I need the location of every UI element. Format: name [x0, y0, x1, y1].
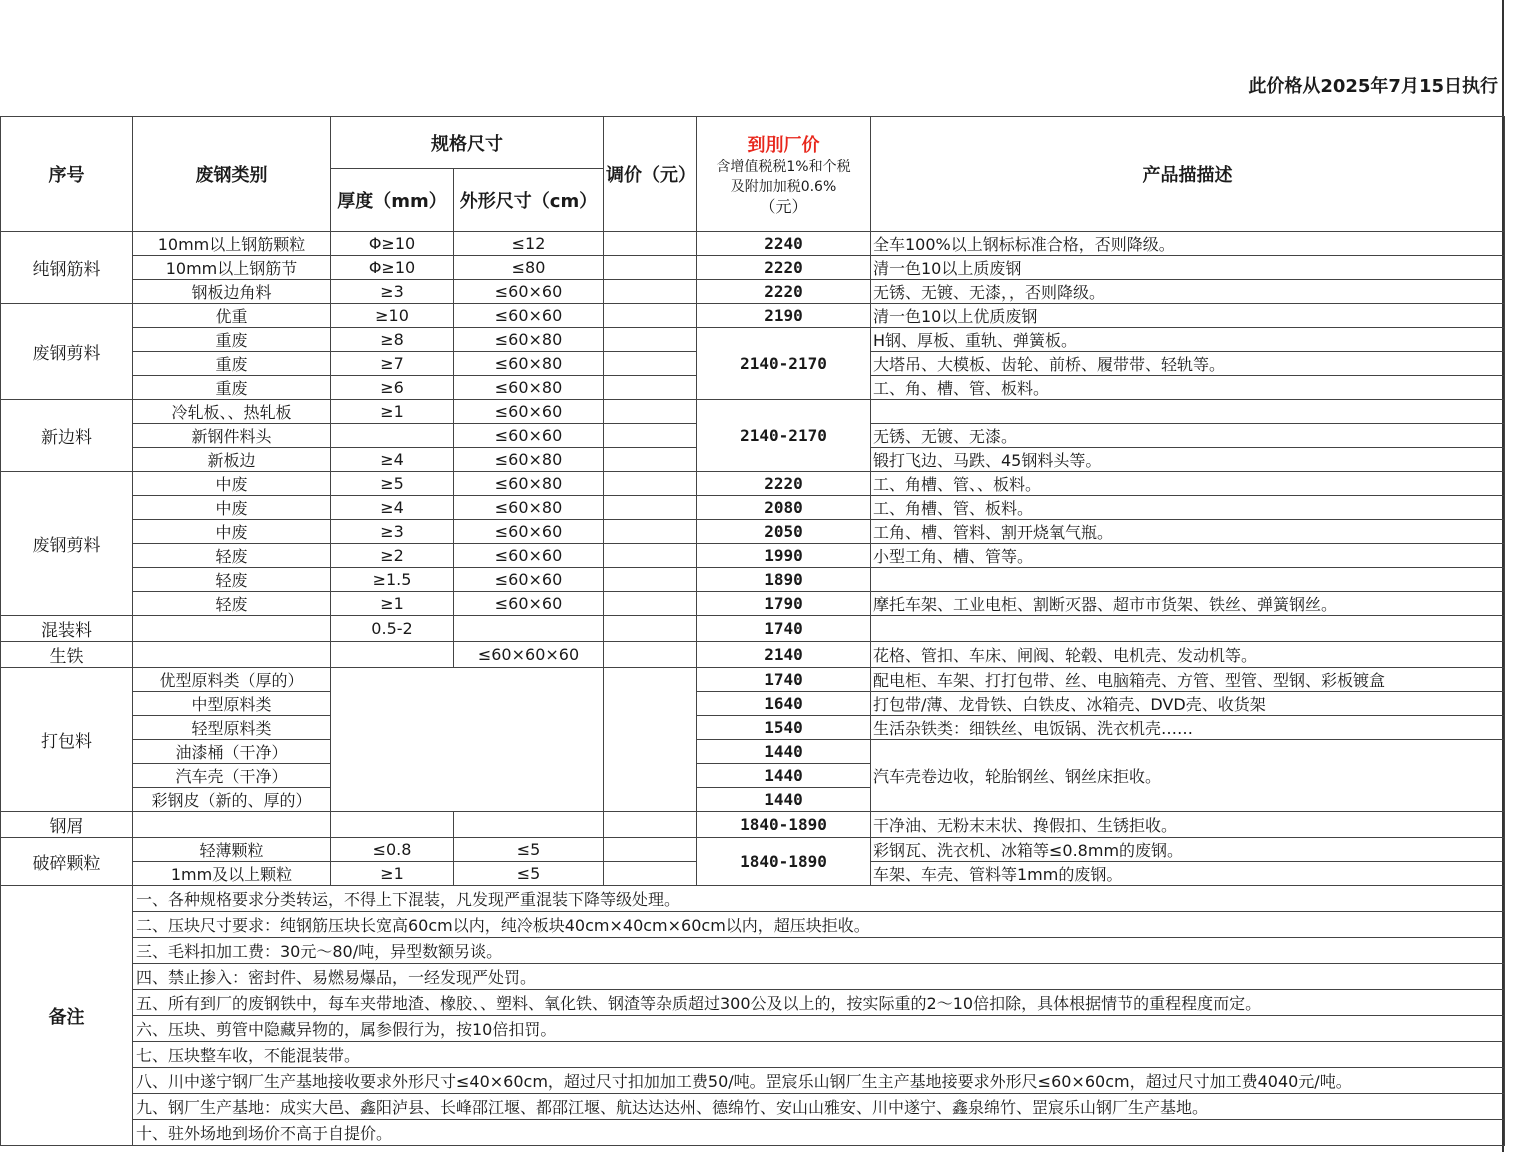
- row-type: 新板边: [133, 448, 331, 472]
- group-label: 破碎颗粒: [1, 838, 133, 886]
- row-adjust: [604, 668, 697, 812]
- price-sub2: 及附加加税0.6%: [730, 179, 837, 195]
- note-item: 五、所有到厂的废钢铁中，每车夹带地渣、橡胶、、塑料、氧化铁、钢渣等杂质超过300公及以上的，按实际重的2～10倍扣除，具体根据情节的重程程度而定。: [133, 990, 1505, 1016]
- row-thickness: ≥10: [331, 304, 454, 328]
- row-price: 1740: [697, 668, 871, 692]
- row-adjust: [604, 568, 697, 592]
- row-adjust: [604, 328, 697, 352]
- row-thickness: ≥4: [331, 496, 454, 520]
- effective-date-note: 此价格从2025年7月15日执行: [1248, 76, 1498, 97]
- row-type: 新钢件料头: [133, 424, 331, 448]
- row-desc: 无锈、无镀、无漆。: [871, 424, 1505, 448]
- row-desc: [871, 568, 1505, 592]
- note-item: 十、驻外场地到场价不高于自提价。: [133, 1120, 1505, 1146]
- note-item: 四、禁止掺入：密封件、易燃易爆品，一经发现严处罚。: [133, 964, 1505, 990]
- row-adjust: [604, 232, 697, 256]
- row-adjust: [604, 592, 697, 616]
- row-adjust: [604, 520, 697, 544]
- price-table: [0, 116, 1505, 1146]
- row-price: 2220: [697, 472, 871, 496]
- row-desc: [871, 616, 1505, 642]
- row-outer: ≤60×60×60: [454, 642, 604, 668]
- row-outer: ≤60×60: [454, 520, 604, 544]
- row-adjust: [604, 400, 697, 424]
- row-adjust: [604, 256, 697, 280]
- row-outer: ≤12: [454, 232, 604, 256]
- row-thickness: ≥8: [331, 328, 454, 352]
- row-desc: 车架、车壳、管料等1mm的废钢。: [871, 862, 1505, 886]
- row-thickness: ≥7: [331, 352, 454, 376]
- notes-label: 备注: [1, 886, 133, 1146]
- header-category: 废钢类别: [133, 117, 331, 232]
- row-desc: 小型工角、槽、管等。: [871, 544, 1505, 568]
- row-price: 1890: [697, 568, 871, 592]
- row-price: 1840-1890: [697, 812, 871, 838]
- row-type: 优重: [133, 304, 331, 328]
- group-label: 新边料: [1, 400, 133, 472]
- row-thickness: ≥1.5: [331, 568, 454, 592]
- row-type: 重废: [133, 352, 331, 376]
- row-outer: ≤60×80: [454, 328, 604, 352]
- row-type: 中废: [133, 520, 331, 544]
- row-price: 2220: [697, 256, 871, 280]
- row-thickness: ≥6: [331, 376, 454, 400]
- row-thickness: [331, 642, 454, 668]
- row-adjust: [604, 544, 697, 568]
- row-price: 2140: [697, 642, 871, 668]
- row-price: 1440: [697, 740, 871, 764]
- row-price: 1990: [697, 544, 871, 568]
- row-adjust: [604, 812, 697, 838]
- row-outer: ≤5: [454, 838, 604, 862]
- row-thickness: ≥2: [331, 544, 454, 568]
- row-thickness: 0.5-2: [331, 616, 454, 642]
- row-adjust: [604, 496, 697, 520]
- row-desc: 摩托车架、工业电柜、割断灭器、超市市货架、铁丝、弹簧钢丝。: [871, 592, 1505, 616]
- row-thickness: ≥4: [331, 448, 454, 472]
- row-price: 1740: [697, 616, 871, 642]
- row-outer: ≤60×60: [454, 424, 604, 448]
- row-outer: ≤60×80: [454, 376, 604, 400]
- row-price: 2240: [697, 232, 871, 256]
- row-thickness: [331, 424, 454, 448]
- row-desc: 打包带/薄、龙骨铁、白铁皮、冰箱壳、DVD壳、收货架: [871, 692, 1505, 716]
- row-type: 中型原料类: [133, 692, 331, 716]
- row-desc: 工、角、槽、管、板料。: [871, 376, 1505, 400]
- row-outer: ≤60×60: [454, 280, 604, 304]
- row-spec-blank: [331, 668, 604, 812]
- row-thickness: Φ≥10: [331, 232, 454, 256]
- row-price: 2220: [697, 280, 871, 304]
- row-price: 1840-1890: [697, 838, 871, 886]
- row-adjust: [604, 616, 697, 642]
- row-outer: ≤60×80: [454, 352, 604, 376]
- row-desc: 锻打飞边、马跌、45钢料头等。: [871, 448, 1505, 472]
- row-type: [133, 616, 331, 642]
- row-thickness: ≥1: [331, 862, 454, 886]
- row-type: [133, 812, 331, 838]
- row-desc: [871, 400, 1505, 424]
- row-desc: 工、角槽、管、板料。: [871, 496, 1505, 520]
- row-thickness: ≥1: [331, 592, 454, 616]
- row-thickness: ≥3: [331, 280, 454, 304]
- row-type: 重废: [133, 376, 331, 400]
- header-spec: 规格尺寸: [331, 117, 604, 169]
- row-desc: 工角、槽、管料、割开烧氧气瓶。: [871, 520, 1505, 544]
- note-item: 九、钢厂生产基地：成实大邑、鑫阳泸县、长峰邵江堰、都邵江堰、航达达达州、德绵竹、安山山雅安、川中遂宁、鑫泉绵竹、罡宸乐山钢厂生产基地。: [133, 1094, 1505, 1120]
- row-type: 油漆桶（干净）: [133, 740, 331, 764]
- row-adjust: [604, 280, 697, 304]
- header-desc: 产品描描述: [871, 117, 1505, 232]
- row-price: 2190: [697, 304, 871, 328]
- row-price: 2080: [697, 496, 871, 520]
- note-item: 七、压块整车收，不能混装带。: [133, 1042, 1505, 1068]
- row-price: 1440: [697, 764, 871, 788]
- row-type: 彩钢皮（新的、厚的）: [133, 788, 331, 812]
- row-adjust: [604, 448, 697, 472]
- row-price: 2050: [697, 520, 871, 544]
- row-adjust: [604, 424, 697, 448]
- row-type: 轻废: [133, 568, 331, 592]
- row-desc: 汽车壳卷边收，轮胎钢丝、钢丝床拒收。: [871, 740, 1505, 812]
- group-label: 钢屑: [1, 812, 133, 838]
- row-adjust: [604, 472, 697, 496]
- row-desc: 生活杂铁类：细铁丝、电饭锅、洗衣机壳……: [871, 716, 1505, 740]
- row-type: 优型原料类（厚的）: [133, 668, 331, 692]
- row-price: 1540: [697, 716, 871, 740]
- price-sub1: 含增值税税1%和个税: [716, 159, 851, 175]
- row-outer: ≤60×60: [454, 304, 604, 328]
- row-price: 2140-2170: [697, 400, 871, 472]
- row-price: 1790: [697, 592, 871, 616]
- row-adjust: [604, 352, 697, 376]
- row-outer: ≤60×80: [454, 448, 604, 472]
- row-price: 1640: [697, 692, 871, 716]
- row-type: 汽车壳（干净）: [133, 764, 331, 788]
- row-type: 中废: [133, 496, 331, 520]
- row-outer: ≤60×80: [454, 496, 604, 520]
- group-label: 纯钢筋料: [1, 232, 133, 304]
- group-label: 废钢剪料: [1, 472, 133, 616]
- note-item: 一、各种规格要求分类转运，不得上下混装，凡发现严重混装下降等级处理。: [133, 886, 1505, 912]
- group-label: 混装料: [1, 616, 133, 642]
- row-price: 1440: [697, 788, 871, 812]
- header-adjust: 调价（元）: [604, 117, 697, 232]
- row-desc: 无锈、无镀、无漆，，否则降级。: [871, 280, 1505, 304]
- row-thickness: ≥1: [331, 400, 454, 424]
- row-adjust: [604, 304, 697, 328]
- row-type: 10mm以上钢筋节: [133, 256, 331, 280]
- row-adjust: [604, 376, 697, 400]
- group-label: 废钢剪料: [1, 304, 133, 400]
- row-desc: 干净油、无粉末末状、搀假扣、生锈拒收。: [871, 812, 1505, 838]
- row-adjust: [604, 838, 697, 862]
- note-item: 三、毛料扣加工费：30元～80/吨，异型数额另谈。: [133, 938, 1505, 964]
- row-outer: ≤60×60: [454, 592, 604, 616]
- group-label: 生铁: [1, 642, 133, 668]
- row-desc: H钢、厚板、重轨、弹簧板。: [871, 328, 1505, 352]
- row-adjust: [604, 642, 697, 668]
- row-type: 中废: [133, 472, 331, 496]
- row-desc: 全车100%以上钢标标准合格，否则降级。: [871, 232, 1505, 256]
- row-thickness: [331, 812, 454, 838]
- header-price: [697, 117, 871, 232]
- row-type: 1mm及以上颗粒: [133, 862, 331, 886]
- header-thickness: 厚度（mm）: [331, 169, 454, 232]
- row-desc: 大塔吊、大模板、齿轮、前桥、履带带、轻轨等。: [871, 352, 1505, 376]
- row-adjust: [604, 862, 697, 886]
- row-thickness: ≤0.8: [331, 838, 454, 862]
- row-outer: [454, 812, 604, 838]
- header-seq: 序号: [1, 117, 133, 232]
- row-type: 冷轧板、、热轧板: [133, 400, 331, 424]
- header-outer: 外形尺寸（cm）: [454, 169, 604, 232]
- row-thickness: ≥3: [331, 520, 454, 544]
- row-type: [133, 642, 331, 668]
- row-outer: ≤60×60: [454, 568, 604, 592]
- row-thickness: Φ≥10: [331, 256, 454, 280]
- row-type: 轻薄颗粒: [133, 838, 331, 862]
- note-item: 八、川中遂宁钢厂生产基地接收要求外形尺寸≤40×60cm，超过尺寸扣加加工费50/吨。罡宸乐山钢厂生主产基地接要求外形尺≤60×60cm，超过尺寸加工费4040元/吨。: [133, 1068, 1505, 1094]
- note-item: 六、压块、剪管中隐藏异物的，属参假行为，按10倍扣罚。: [133, 1016, 1505, 1042]
- row-type: 钢板边角料: [133, 280, 331, 304]
- row-desc: 配电柜、车架、打打包带、丝、电脑箱壳、方管、型管、型钢、彩板镀盒: [871, 668, 1505, 692]
- row-type: 轻型原料类: [133, 716, 331, 740]
- row-outer: ≤60×80: [454, 472, 604, 496]
- row-desc: 清一色10以上优质废钢: [871, 304, 1505, 328]
- row-price: 2140-2170: [697, 328, 871, 400]
- row-type: 轻废: [133, 592, 331, 616]
- row-desc: 彩钢瓦、洗衣机、冰箱等≤0.8mm的废钢。: [871, 838, 1505, 862]
- row-desc: 清一色10以上质废钢: [871, 256, 1505, 280]
- price-title: 到刖厂价: [747, 135, 820, 156]
- row-type: 轻废: [133, 544, 331, 568]
- row-desc: 花格、管扣、车床、闸阀、轮毂、电机壳、发动机等。: [871, 642, 1505, 668]
- row-outer: ≤60×60: [454, 400, 604, 424]
- row-thickness: ≥5: [331, 472, 454, 496]
- row-type: 10mm以上钢筋颗粒: [133, 232, 331, 256]
- row-outer: ≤5: [454, 862, 604, 886]
- row-type: 重废: [133, 328, 331, 352]
- price-unit: （元）: [759, 197, 808, 216]
- row-outer: ≤80: [454, 256, 604, 280]
- note-item: 二、压块尺寸要求：纯钢筋压块长宽高60cm以内，纯冷板块40cm×40cm×60cm以内，超压块拒收。: [133, 912, 1505, 938]
- row-outer: [454, 616, 604, 642]
- row-outer: ≤60×60: [454, 544, 604, 568]
- group-label: 打包料: [1, 668, 133, 812]
- row-desc: 工、角槽、管、、板料。: [871, 472, 1505, 496]
